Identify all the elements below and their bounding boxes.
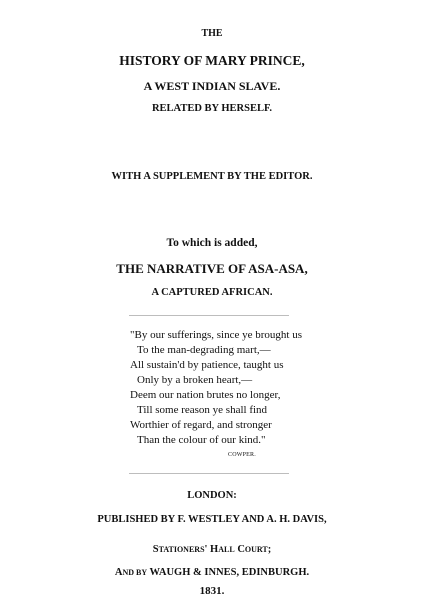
verse-line: Worthier of regard, and stronger: [130, 419, 272, 431]
and-by-part: A: [114, 567, 123, 578]
and-by-part: ND BY: [122, 568, 148, 577]
address-part: ALL: [218, 545, 235, 554]
imprint-year: 1831.: [199, 585, 225, 597]
address-part: C: [234, 544, 245, 555]
address-part: OURT: [244, 545, 268, 554]
address-part: ;: [267, 544, 272, 555]
title-related: RELATED BY HERSELF.: [151, 103, 273, 114]
address-part: TATIONERS: [158, 545, 205, 554]
verse-line: "By our sufferings, since ye brought us: [130, 329, 303, 341]
title-subtitle: A WEST INDIAN SLAVE.: [143, 79, 281, 93]
imprint-address: [0, 540, 424, 556]
divider-top: [129, 315, 289, 316]
verse-line: Only by a broken heart,—: [137, 374, 253, 386]
title-the: THE: [201, 28, 223, 39]
address-part: ' H: [204, 544, 219, 555]
verse-line: Than the colour of our kind.": [137, 434, 266, 446]
verse-line: All sustain'd by patience, taught us: [130, 359, 284, 371]
epigraph-attribution: COWPER.: [228, 452, 256, 458]
narrative-subtitle: A CAPTURED AFRICAN.: [151, 287, 273, 298]
added-note: To which is added,: [166, 237, 258, 249]
second-publisher-name: WAUGH & INNES, EDINBURGH.: [147, 567, 310, 578]
imprint-city: LONDON:: [187, 490, 237, 501]
address-part: S: [152, 544, 159, 555]
verse-line: Deem our nation brutes no longer,: [130, 389, 281, 401]
supplement-note: WITH A SUPPLEMENT BY THE EDITOR.: [111, 171, 313, 182]
imprint-second-publisher: [0, 563, 424, 579]
narrative-title: THE NARRATIVE OF ASA-ASA,: [116, 261, 308, 276]
divider-bottom: [129, 473, 289, 474]
imprint-publisher: PUBLISHED BY F. WESTLEY AND A. H. DAVIS,: [97, 514, 327, 525]
title-history: HISTORY OF MARY PRINCE,: [119, 53, 305, 68]
verse-line: To the man-degrading mart,—: [137, 344, 271, 356]
verse-line: Till some reason ye shall find: [137, 404, 268, 416]
